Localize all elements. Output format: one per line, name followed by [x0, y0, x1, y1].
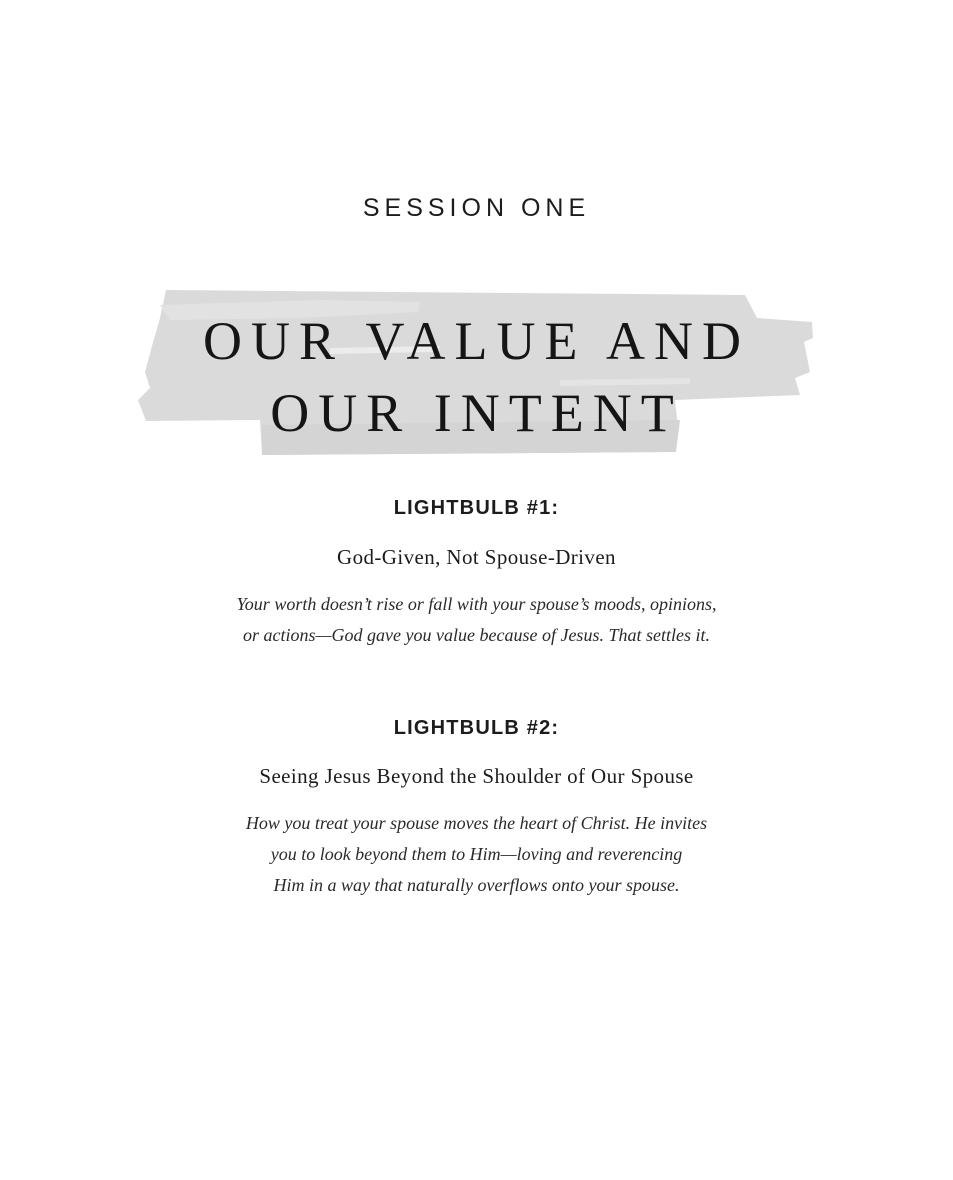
- session-title: [0, 305, 953, 449]
- lightbulb-2-body: [0, 808, 953, 901]
- session-title-line-1: OUR VALUE AND: [202, 311, 751, 371]
- lightbulb-2-body-line: How you treat your spouse moves the heart of Christ. He invites: [245, 813, 708, 833]
- lightbulb-1-body: [0, 589, 953, 651]
- session-label: SESSION ONE: [362, 194, 591, 222]
- lightbulb-2-subtitle: Seeing Jesus Beyond the Shoulder of Our Spouse: [259, 764, 694, 788]
- lightbulb-2-body-line: you to look beyond them to Him—loving and reverencing: [270, 844, 683, 864]
- session-title-line-2: OUR INTENT: [270, 383, 683, 443]
- lightbulb-1-heading: LIGHTBULB #1:: [393, 497, 560, 519]
- lightbulb-2-heading: LIGHTBULB #2:: [393, 717, 560, 739]
- lightbulb-2-body-line: Him in a way that naturally overflows onto your spouse.: [273, 875, 680, 895]
- lightbulb-1-body-line: Your worth doesn’t rise or fall with your spouse’s moods, opinions,: [236, 594, 717, 614]
- lightbulb-1-subtitle: God-Given, Not Spouse-Driven: [337, 545, 616, 569]
- lightbulb-1-body-line: or actions—God gave you value because of Jesus. That settles it.: [243, 625, 710, 645]
